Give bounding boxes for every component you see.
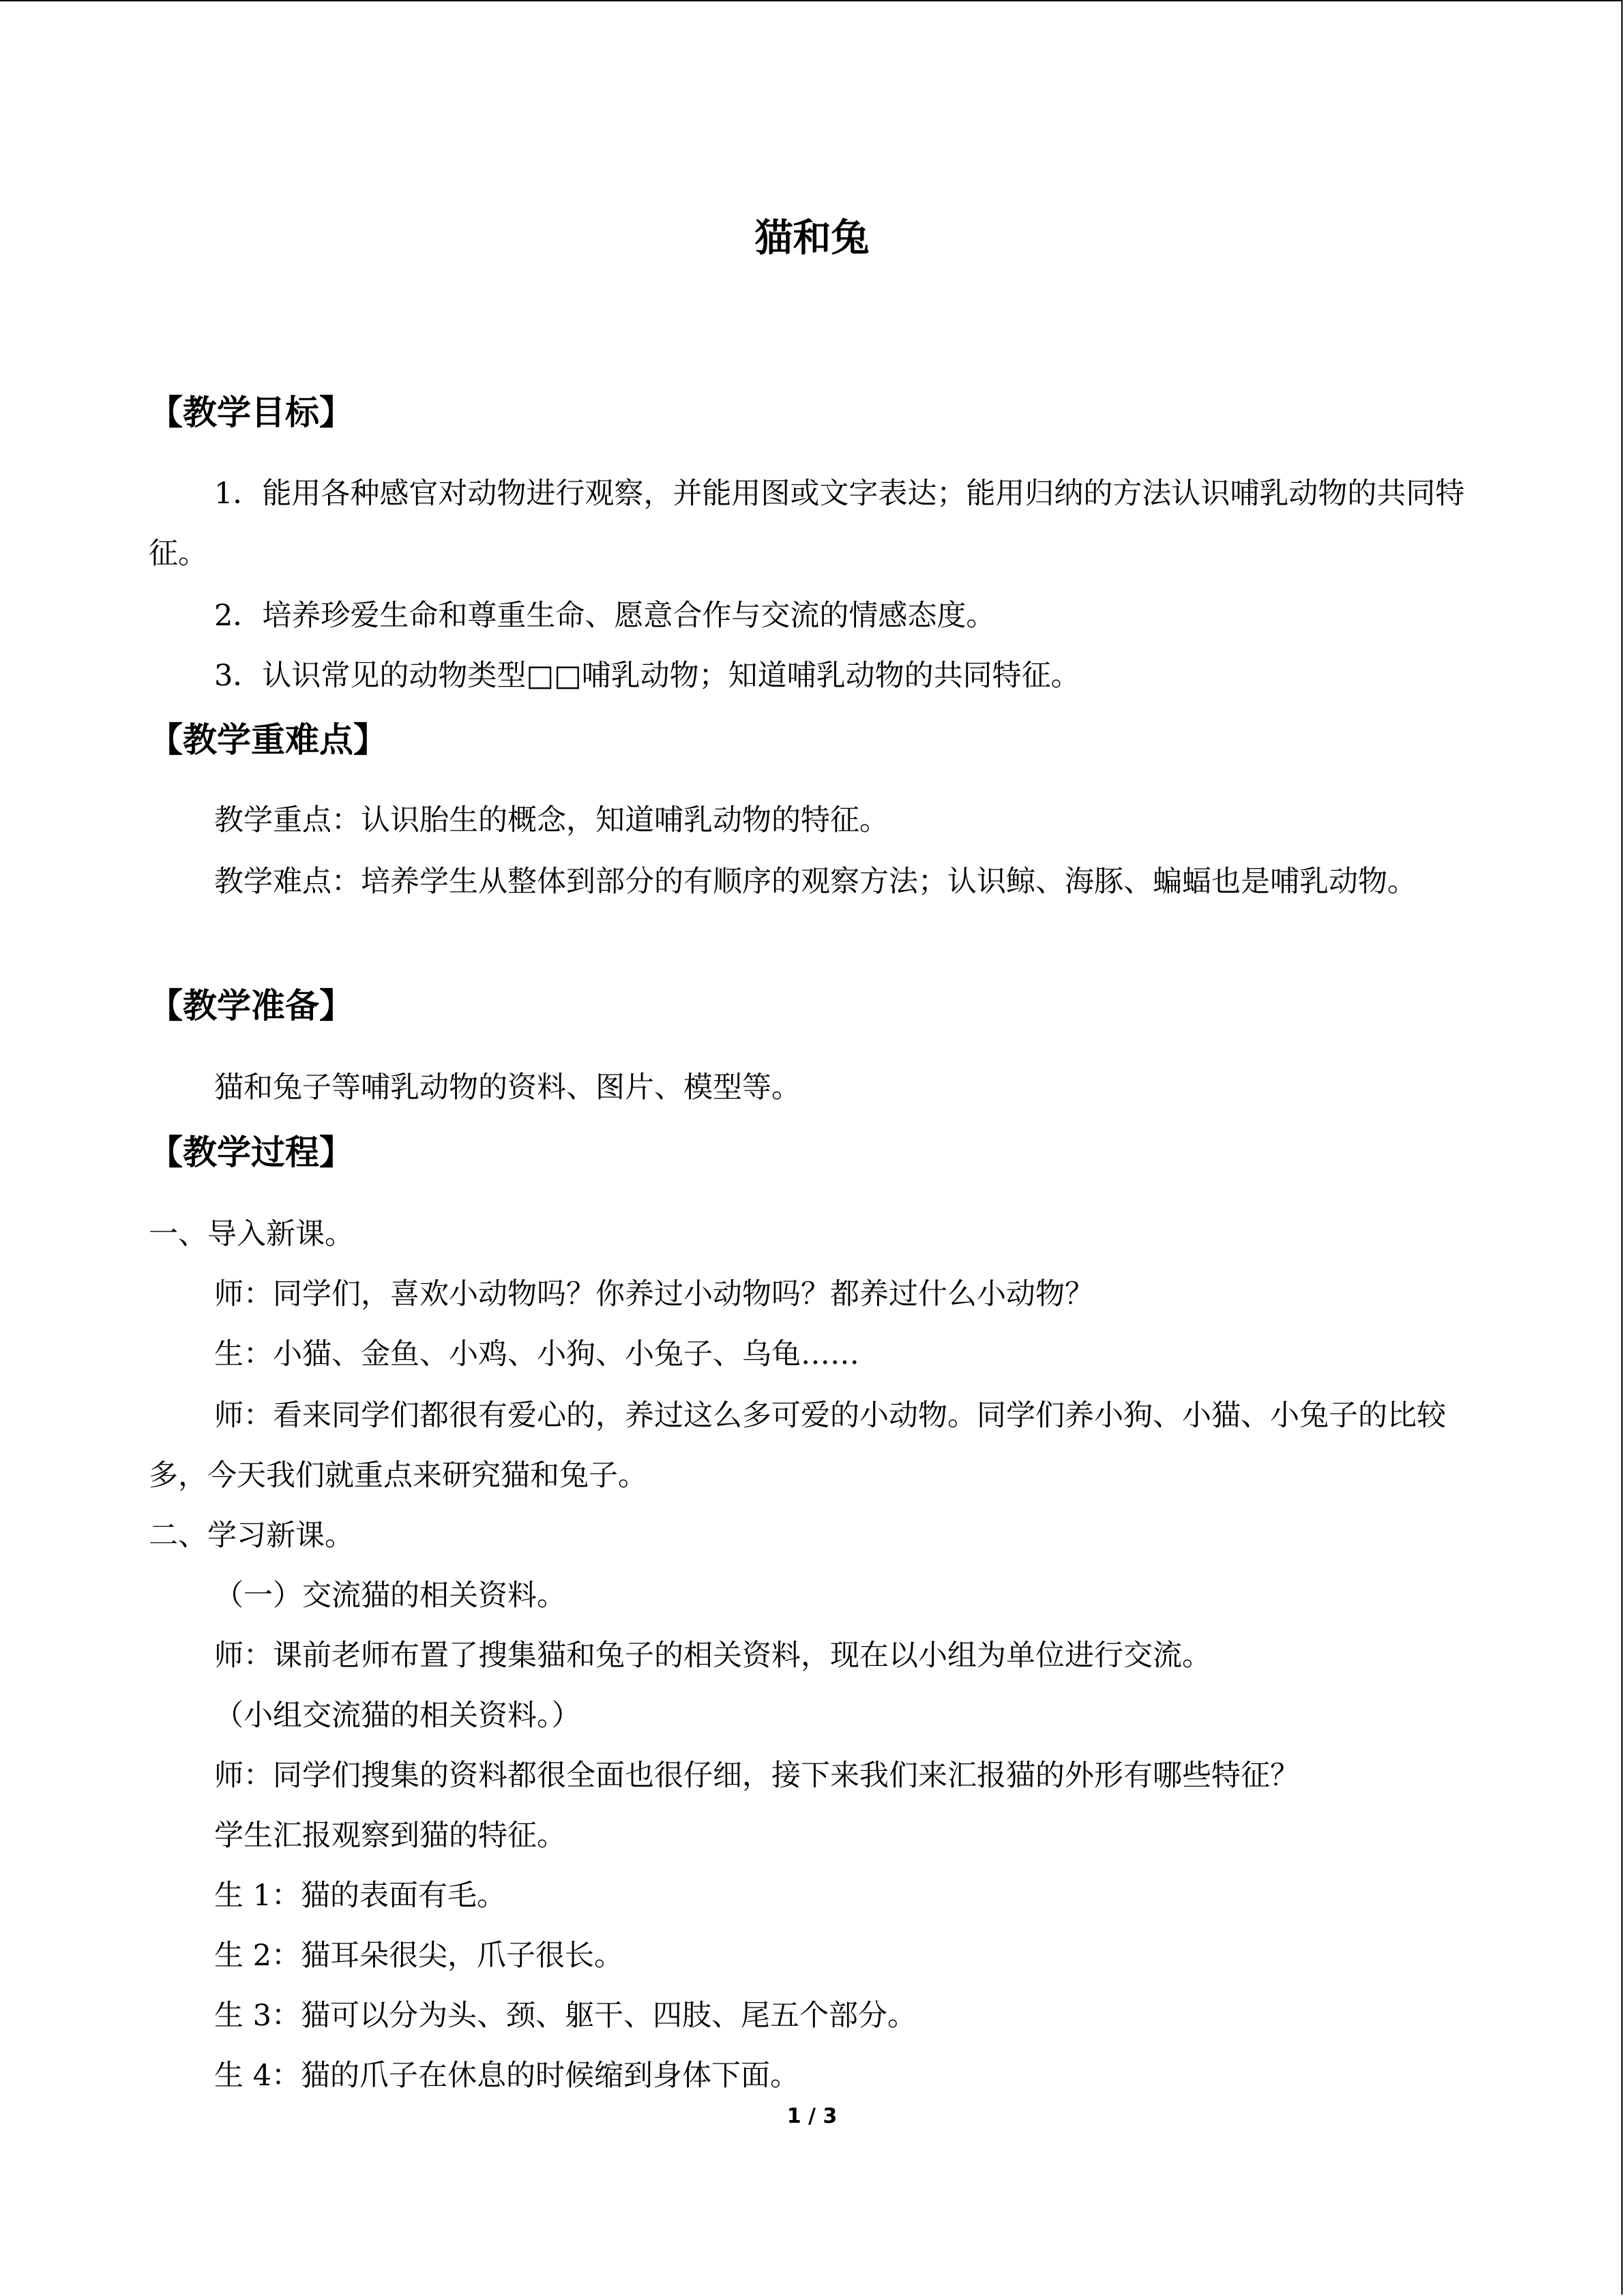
objective-2: 2．培养珍爱生命和尊重生命、愿意合作与交流的情感态度。: [214, 599, 996, 633]
process-line: （小组交流猫的相关资料。）: [214, 1699, 581, 1733]
heading-key-points: 【教学重难点】: [149, 720, 387, 760]
process-line: 师：看来同学们都很有爱心的，养过这么多可爱的小动物。同学们养小狗、小猫、小兔子的比较多，今天我们就重点来研究猫和兔子。: [149, 1399, 1446, 1493]
heading-preparation: 【教学准备】: [149, 986, 353, 1026]
process-line: 学生汇报观察到猫的特征。: [214, 1819, 566, 1853]
process-line: 师：同学们，喜欢小动物吗？你养过小动物吗？都养过什么小动物？: [214, 1277, 1094, 1311]
heading-process: 【教学过程】: [149, 1133, 353, 1172]
process-line: 生：小猫、金鱼、小鸡、小狗、小兔子、乌龟……: [214, 1337, 859, 1371]
objective-1: 1．能用各种感官对动物进行观察，并能用图或文字表达；能用归纳的方法认识哺乳动物的共同特征。: [149, 477, 1465, 571]
objective-3: 3．认识常见的动物类型□□哺乳动物；知道哺乳动物的共同特征。: [214, 659, 1080, 693]
process-line: 生 1：猫的表面有毛。: [214, 1879, 507, 1913]
part1-title: 一、导入新课。: [149, 1217, 354, 1251]
process-line: 生 3：猫可以分为头、颈、躯干、四肢、尾五个部分。: [214, 1999, 917, 2033]
key-difficulty: 教学难点：培养学生从整体到部分的有顺序的观察方法；认识鲸、海豚、蝙蝠也是哺乳动物。: [214, 865, 1417, 899]
key-focus: 教学重点：认识胎生的概念，知道哺乳动物的特征。: [214, 803, 889, 837]
process-line: 生 2：猫耳朵很尖，爪子很长。: [214, 1939, 624, 1973]
preparation-text: 猫和兔子等哺乳动物的资料、图片、模型等。: [214, 1071, 801, 1105]
process-line: 生 4：猫的爪子在休息的时候缩到身体下面。: [214, 2059, 800, 2093]
page-number: 1 / 3: [786, 2104, 838, 2128]
sub1-title: （一）交流猫的相关资料。: [214, 1579, 566, 1613]
part2-title: 二、学习新课。: [149, 1519, 354, 1553]
process-line: 师：课前老师布置了搜集猫和兔子的相关资料，现在以小组为单位进行交流。: [214, 1639, 1211, 1673]
heading-objectives: 【教学目标】: [149, 393, 353, 432]
document-title: 猫和兔: [754, 216, 870, 260]
process-line: 师：同学们搜集的资料都很全面也很仔细，接下来我们来汇报猫的外形有哪些特征？: [214, 1759, 1299, 1793]
